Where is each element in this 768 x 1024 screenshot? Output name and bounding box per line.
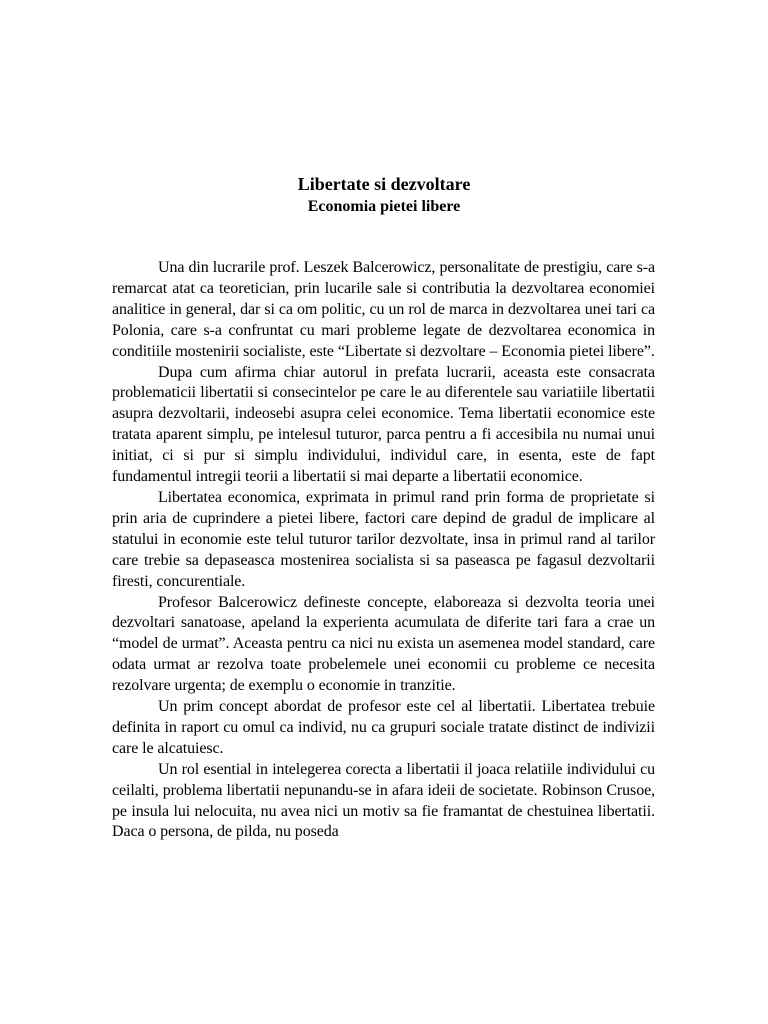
document-subtitle: Economia pietei libere (307, 198, 461, 215)
document-title: Libertate si dezvoltare (297, 174, 471, 194)
document-body (112, 258, 655, 843)
paragraph-3: Libertatea economica, exprimata in primul rand prin forma de proprietate si prin aria de cuprindere a pietei libere, factori care depind de gradul de implicare al statului in economie este telul tuturor tarilor dezvoltate, insa in primul rand al tarilor care trebie sa depaseasca mostenirea socialista si sa paseasca pe fagasul dezvoltarii firesti, concurentiale. (112, 488, 655, 590)
paragraph-5: Un prim concept abordat de profesor este cel al libertatii. Libertatea trebuie definita in raport cu omul ca individ, nu ca grupuri sociale tratate distinct de indivizii care le alcatuiesc. (112, 698, 655, 757)
paragraph-1: Una din lucrarile prof. Leszek Balcerowicz, personalitate de prestigiu, care s-a remarcat atat ca teoretician, prin lucarile sale si contributia la dezvoltarea economiei analitice in general, dar si ca om politic, cu un rol de marca in dezvoltarea unei tari ca Polonia, care s-a confruntat cu mari probleme legate de dezvoltarea economica in conditiile mostenirii socialiste, este “Libertate si dezvoltare – Economia pietei libere”. (112, 259, 655, 360)
paragraph-4: Profesor Balcerowicz defineste concepte, elaboreaza si dezvolta teoria unei dezvoltari sanatoase, apeland la experienta acumulata de diferite tari fara a crae un “model de urmat”. Aceasta pentru ca nici nu exista un asemenea model standard, care odata urmat ar rezolva toate probelemele unei economii cu probleme ce necesita rezolvare urgenta; de exemplu o economie in tranzitie. (112, 593, 655, 695)
paragraph-6: Un rol esential in intelegerea corecta a libertatii il joaca relatiile individului cu ceilalti, problema libertatii nepunandu-se in afara ideii de societate. Robinson Crusoe, pe insula lui nelocuita, nu avea nici un motiv sa fie framantat de chestuinea libertatii. Daca o persona, de pilda, nu poseda (112, 760, 655, 841)
paragraph-2: Dupa cum afirma chiar autorul in prefata lucrarii, aceasta este consacrata problematicii libertatii si consecintelor pe care le au diferentele sau variatiile libertatii asupra dezvoltarii, indeosebi asupra celei economice. Tema libertatii economice este tratata aparent simplu, pe intelesul tuturor, parca pentru a fi accesibila nu numai unui initiat, ci si pur si simplu individului, individul care, in esenta, este de fapt fundamentul intregii teorii a libertatii si mai departe a libertatii economice. (112, 363, 655, 486)
